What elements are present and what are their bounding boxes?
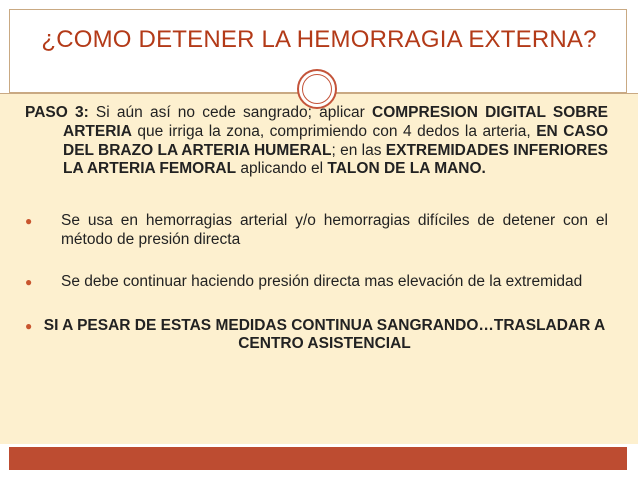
bottom-bar — [9, 447, 627, 470]
paso3-text-3: ; en las — [331, 141, 386, 159]
list-item-text: SI A PESAR DE ESTAS MEDIDAS CONTINUA SANGRANDO…TRASLADAR A CENTRO ASISTENCIAL — [43, 316, 606, 353]
bullet-dot-icon: ● — [25, 318, 33, 333]
list-item — [25, 317, 608, 355]
paso3-paragraph — [25, 104, 608, 179]
list-item — [25, 273, 608, 292]
list-item-text: Se debe continuar haciendo presión directa mas elevación de la extremidad — [61, 272, 583, 290]
paso3-text-4: aplicando el — [236, 160, 328, 178]
bullet-dot-icon: ● — [25, 274, 33, 289]
paso3-bold-2: EN CASO DEL BRAZO LA ARTERIA HUMERAL — [63, 122, 609, 159]
paso3-bold-3: EXTREMIDADES INFERIORES LA ARTERIA FEMORAL — [63, 141, 608, 178]
page-title: ¿COMO DETENER LA HEMORRAGIA EXTERNA? — [41, 26, 597, 53]
paso3-text-2: que irriga la zona, comprimiendo con 4 dedos la arteria, — [131, 122, 537, 140]
paso3-text-1: Si aún así no cede sangrado; aplicar — [88, 104, 372, 121]
content-body — [25, 104, 608, 354]
bullet-dot-icon: ● — [25, 214, 33, 229]
paso3-bold-4: TALON DE LA MANO. — [327, 160, 486, 178]
list-item — [25, 212, 608, 250]
paso3-label: PASO 3: — [25, 104, 89, 121]
paso3-bold-1: COMPRESION DIGITAL SOBRE ARTERIA — [63, 104, 608, 140]
list-item-text: Se usa en hemorragias arterial y/o hemorragias difíciles de detener con el método de presión directa — [61, 212, 608, 248]
circle-ornament-icon — [297, 69, 337, 109]
